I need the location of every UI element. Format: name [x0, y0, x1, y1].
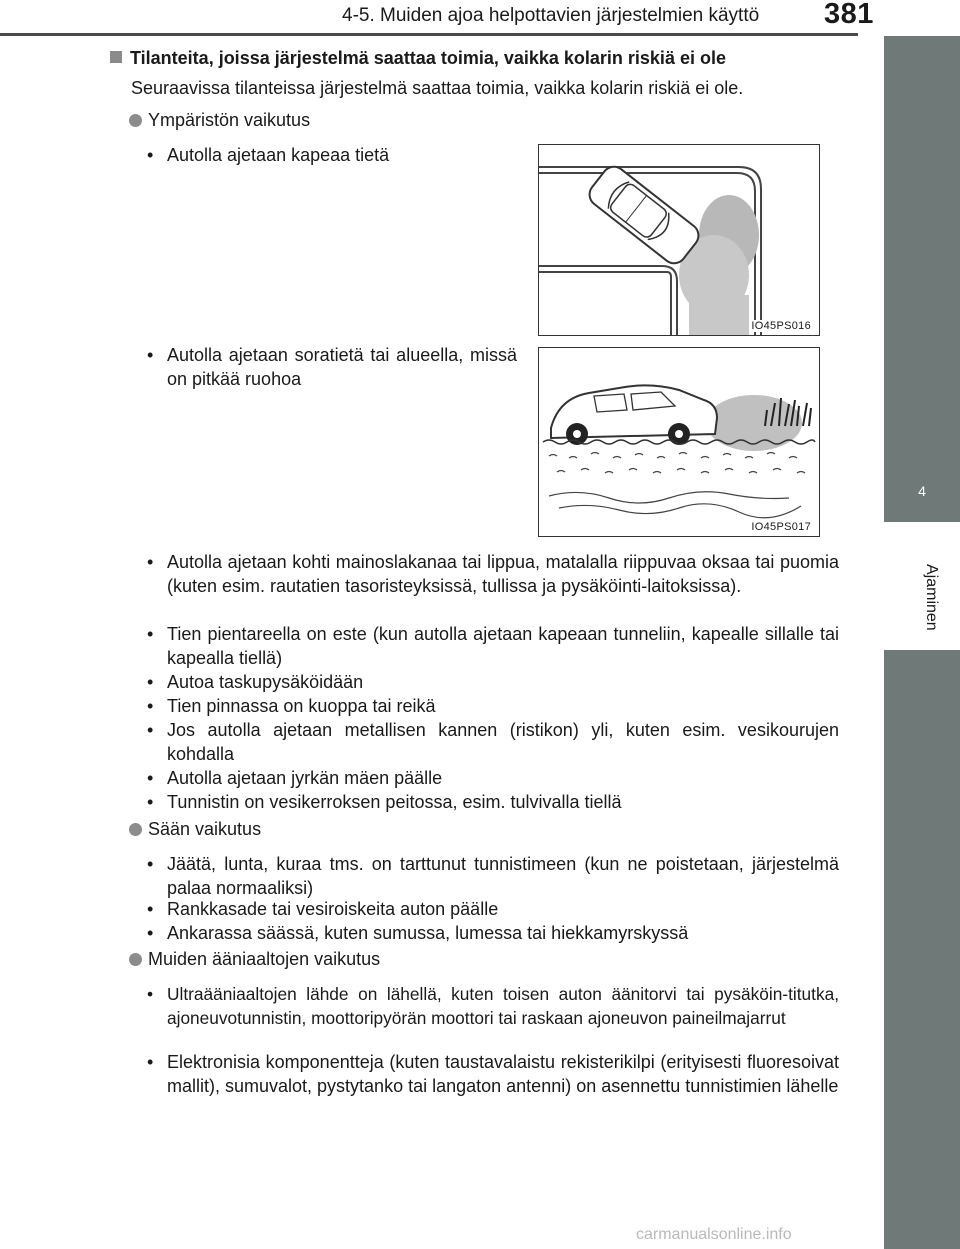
group-heading-sound-waves: Muiden ääniaaltojen vaikutus — [129, 947, 380, 971]
figure-narrow-road — [538, 144, 820, 336]
figure-label: IO45PS016 — [751, 320, 811, 332]
list-item: • Tien pientareella on este (kun autolla ajetaan kapeaan tunneliin, kapealle sillalle tai kapealla tiellä) — [147, 624, 839, 668]
list-item: • Autoa taskupysäköidään — [147, 672, 364, 692]
list-item: • Autolla ajetaan soratietä tai alueella, missä on pitkää ruohoa — [147, 345, 517, 389]
group-heading-environment: Ympäristön vaikutus — [129, 108, 310, 132]
watermark: carmanualsonline.info — [636, 1226, 792, 1243]
section-square-icon — [110, 51, 122, 63]
list-item: • Autolla ajetaan kohti mainoslakanaa tai lippua, matalalla riippuvaa oksaa tai puomia (kuten esim. rautatien tasoristeyksissä, tullissa ja pysäköinti-laitoksissa). — [147, 552, 839, 596]
list-item: • Elektronisia komponentteja (kuten taustavalaistu rekisterikilpi (erityisesti fluoresoivat mallit), sumuvalot, pystytanko tai langaton antenni) on asennettu tunnistimien lähelle — [147, 1052, 839, 1096]
section-intro: Seuraavissa tilanteissa järjestelmä saattaa toimia, vaikka kolarin riskiä ei ole. — [131, 78, 744, 98]
list-item: • Autolla ajetaan jyrkän mäen päälle — [147, 768, 443, 788]
figure-gravel-road — [538, 347, 820, 537]
side-tab-upper — [884, 36, 960, 460]
header-rule — [0, 33, 858, 36]
list-item: • Rankkasade tai vesiroiskeita auton päälle — [147, 899, 499, 919]
list-item: • Ultraääniaaltojen lähde on lähellä, kuten toisen auton äänitorvi tai pysäköin-titutka, ajoneuvotunnistin, moottoripyörän moottori tai raskaan ajoneuvon paineilmajarrut — [147, 984, 839, 1028]
bullet-dot-icon — [129, 823, 142, 836]
section-title: Tilanteita, joissa järjestelmä saattaa toimia, vaikka kolarin riskiä ei ole — [110, 48, 726, 69]
list-item: • Jäätä, lunta, kuraa tms. on tarttunut tunnistimeen (kun ne poistetaan, järjestelmä palaa normaaliksi) — [147, 854, 839, 898]
figure-label: IO45PS017 — [751, 521, 811, 533]
list-item: • Tien pinnassa on kuoppa tai reikä — [147, 696, 436, 716]
side-tab-lower — [884, 650, 960, 1249]
list-item: • Ankarassa säässä, kuten sumussa, lumessa tai hiekkamyrskyssä — [147, 923, 689, 943]
page-number: 381 — [824, 0, 874, 30]
chapter-number: 4 — [884, 460, 960, 522]
list-item: • Autolla ajetaan kapeaa tietä — [147, 145, 390, 165]
list-item: • Tunnistin on vesikerroksen peitossa, esim. tulvivalla tiellä — [147, 792, 622, 812]
list-item: • Jos autolla ajetaan metallisen kannen (ristikon) yli, kuten esim. vesikourujen kohdalla — [147, 720, 839, 764]
chapter-label: Ajaminen — [923, 564, 940, 631]
bullet-dot-icon — [129, 114, 142, 127]
bullet-dot-icon — [129, 953, 142, 966]
running-header: 4-5. Muiden ajoa helpottavien järjestelmien käyttö — [342, 5, 760, 26]
group-heading-weather: Sään vaikutus — [129, 817, 261, 841]
